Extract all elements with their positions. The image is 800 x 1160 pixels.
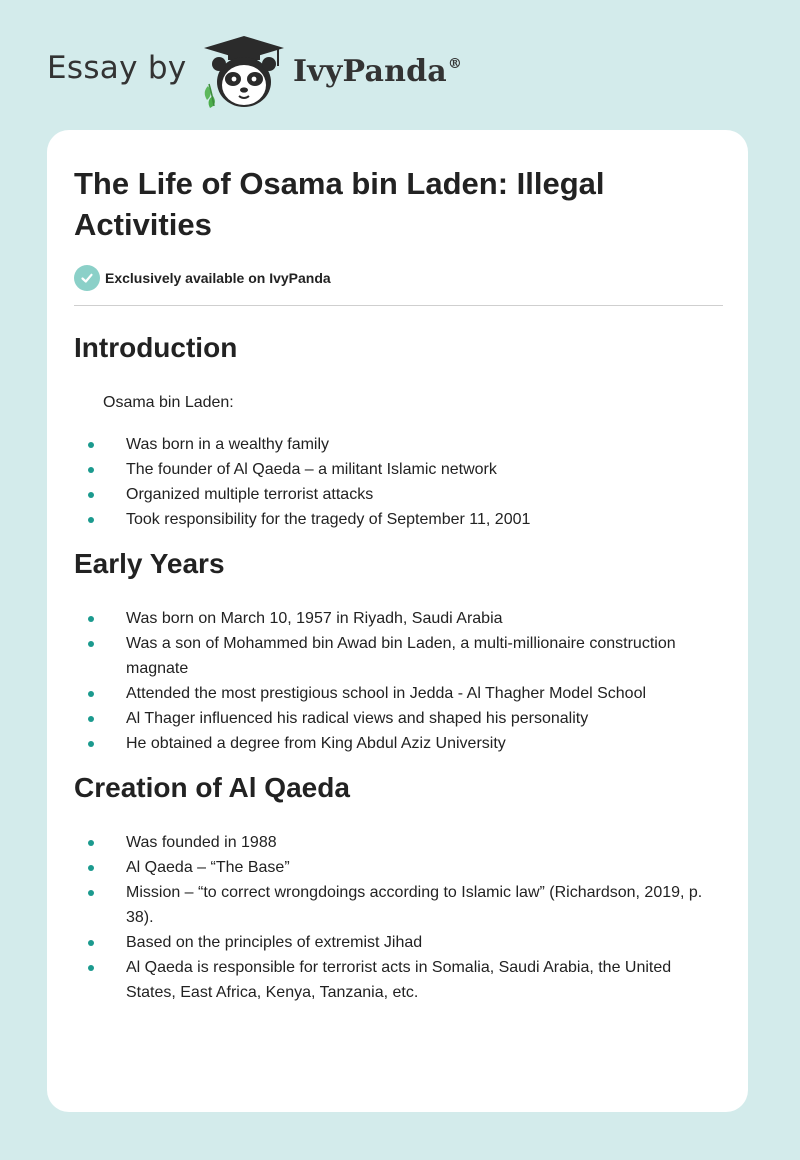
bullet-list-early-years (74, 606, 723, 756)
bullet-icon (88, 517, 94, 523)
list-item: Al Qaeda is responsible for terrorist acts in Somalia, Saudi Arabia, the United States, East Africa, Kenya, Tanzania, etc. (74, 955, 723, 1005)
bullet-icon (88, 940, 94, 946)
check-icon (74, 265, 100, 291)
registered-mark: ® (447, 56, 463, 72)
list-item: Al Thager influenced his radical views and shaped his personality (74, 706, 723, 731)
essay-content (74, 163, 723, 1005)
essay-card (47, 130, 748, 1112)
list-item: Based on the principles of extremist Jihad (74, 930, 723, 955)
exclusive-badge (74, 265, 723, 291)
list-item: Took responsibility for the tragedy of September 11, 2001 (74, 507, 723, 532)
list-item: Was born on March 10, 1957 in Riyadh, Saudi Arabia (74, 606, 723, 631)
list-item: Organized multiple terrorist attacks (74, 482, 723, 507)
bullet-icon (88, 890, 94, 896)
page-title: The Life of Osama bin Laden: Illegal Activities (74, 166, 605, 242)
bullet-icon (88, 840, 94, 846)
bullet-list-creation (74, 830, 723, 1005)
bullet-icon (88, 716, 94, 722)
list-item: He obtained a degree from King Abdul Aziz University (74, 731, 723, 756)
badge-text: Exclusively available on IvyPanda (105, 270, 331, 286)
list-item: Mission – “to correct wrongdoings according to Islamic law” (Richardson, 2019, p. 38). (74, 880, 723, 930)
bullet-icon (88, 641, 94, 647)
bullet-icon (88, 467, 94, 473)
divider (74, 305, 723, 306)
bullet-icon (88, 741, 94, 747)
bullet-icon (88, 492, 94, 498)
section-heading-introduction: Introduction (74, 332, 238, 363)
list-item: The founder of Al Qaeda – a militant Islamic network (74, 457, 723, 482)
bullet-list-introduction (74, 432, 723, 532)
list-item: Was a son of Mohammed bin Awad bin Laden, a multi-millionaire construction magnate (74, 631, 723, 681)
bullet-icon (88, 442, 94, 448)
list-item: Was born in a wealthy family (74, 432, 723, 457)
bullet-icon (88, 865, 94, 871)
essay-by-label: Essay by (47, 50, 187, 86)
list-item: Was founded in 1988 (74, 830, 723, 855)
bullet-icon (88, 616, 94, 622)
bullet-icon (88, 691, 94, 697)
section-heading-early-years: Early Years (74, 548, 225, 579)
list-item: Al Qaeda – “The Base” (74, 855, 723, 880)
section-heading-creation-of-al-qaeda: Creation of Al Qaeda (74, 772, 350, 803)
panda-logo-icon (202, 34, 286, 110)
list-item: Attended the most prestigious school in Jedda - Al Thagher Model School (74, 681, 723, 706)
bullet-icon (88, 965, 94, 971)
intro-lead: Osama bin Laden: (103, 394, 234, 411)
site-header (47, 30, 507, 110)
brand-name[interactable]: IvyPanda® (293, 54, 463, 89)
